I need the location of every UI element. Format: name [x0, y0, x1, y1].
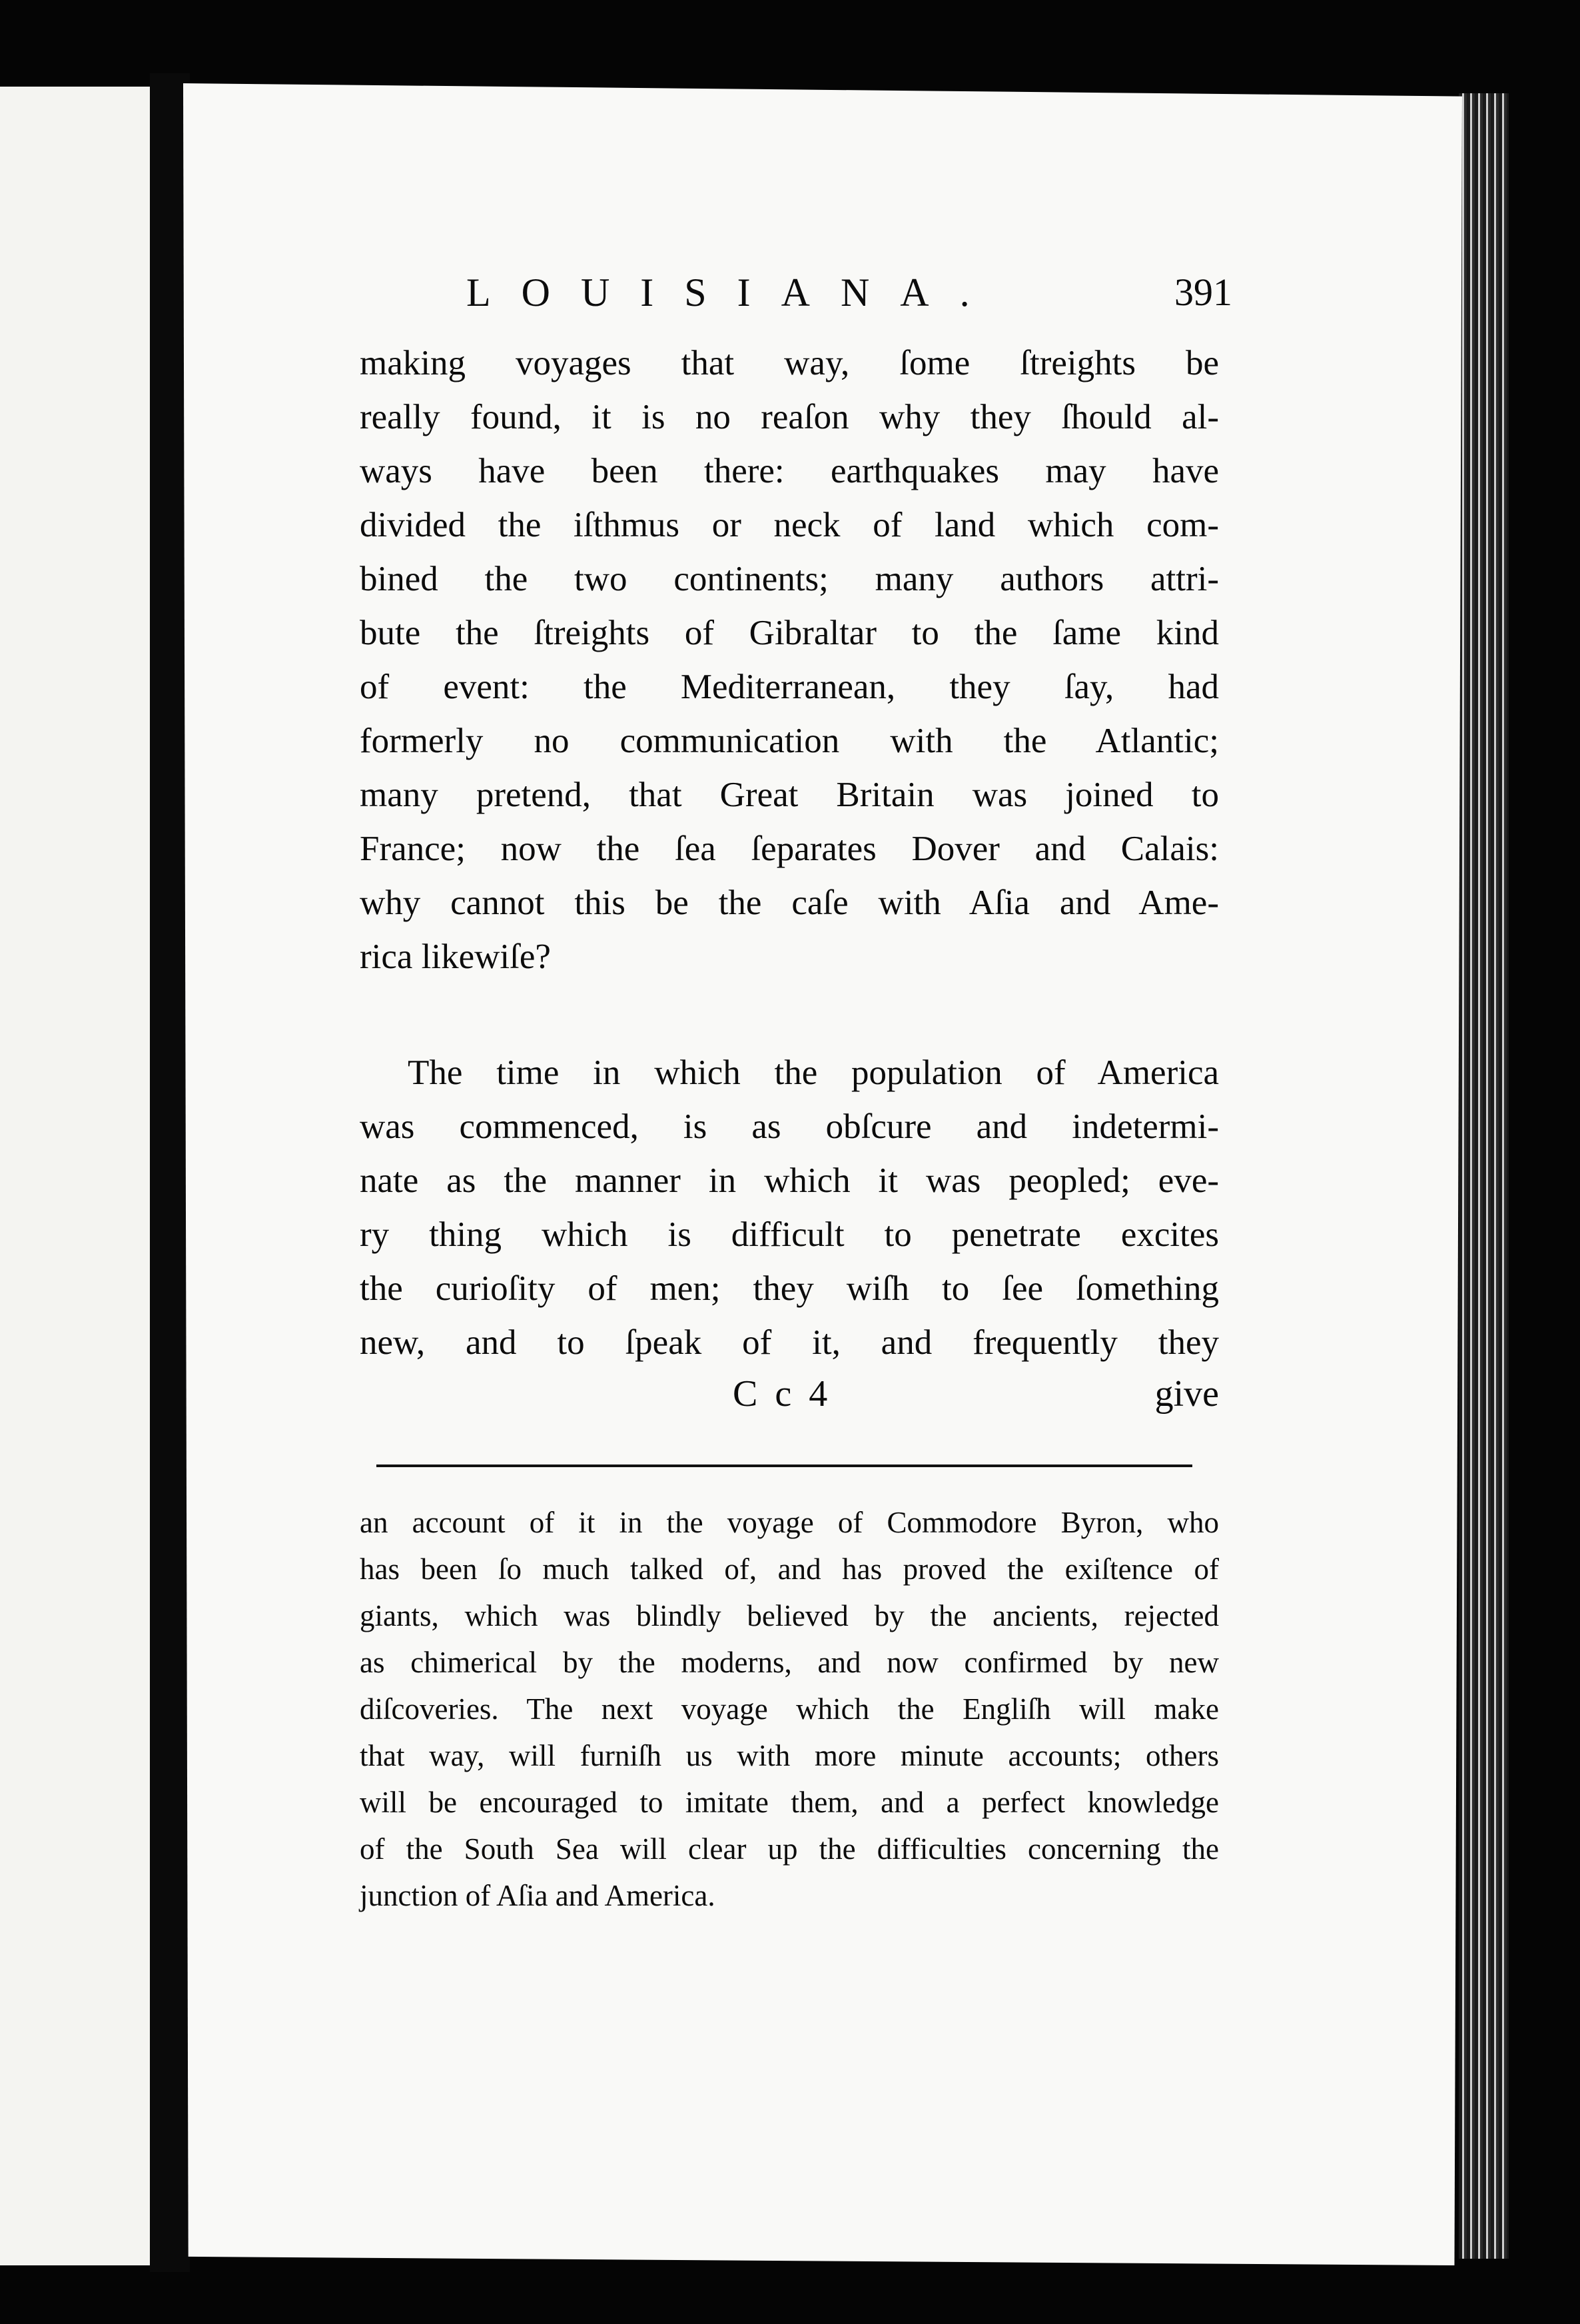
- footnote-line: diſcoveries. The next voyage which the Engliſh will make: [360, 1692, 1219, 1726]
- text-line: new, and to ſpeak of it, and frequently they: [360, 1323, 1219, 1362]
- paragraph-1: [360, 336, 1219, 984]
- page-header: [466, 270, 1232, 330]
- text-line: ry thing which is difficult to penetrate excites: [360, 1215, 1219, 1254]
- footnote-rule: [376, 1464, 1192, 1467]
- text-line: The time in which the population of America: [408, 1053, 1219, 1092]
- signature-mark: C c 4: [733, 1373, 832, 1415]
- text-line: France; now the ſea ſeparates Dover and Calais:: [360, 830, 1219, 868]
- text-line: rica likewiſe?: [360, 937, 551, 976]
- footnote-line: has been ſo much talked of, and has proved the exiſtence of: [360, 1552, 1219, 1586]
- page-footer-line: [360, 1373, 1219, 1433]
- text-line: really found, it is no reaſon why they ſhould al-: [360, 398, 1219, 436]
- text-line: of event: the Mediterranean, they ſay, had: [360, 668, 1219, 706]
- text-line: bute the ſtreights of Gibraltar to the ſame kind: [360, 614, 1219, 652]
- previous-page-edge: [0, 87, 150, 2265]
- footnote-line: giants, which was blindly believed by the ancients, rejected: [360, 1599, 1219, 1632]
- running-title: LOUISIANA.: [466, 271, 1000, 314]
- text-line: divided the iſthmus or neck of land which com-: [360, 506, 1219, 544]
- text-line: making voyages that way, ſome ſtreights be: [360, 344, 1219, 382]
- footnote-line: junction of Aſia and America.: [360, 1879, 715, 1912]
- page-number: 391: [1174, 271, 1232, 314]
- text-line: why cannot this be the caſe with Aſia and Ame-: [360, 883, 1219, 922]
- catchword: give: [1154, 1373, 1219, 1415]
- footnote: [360, 1499, 1219, 1919]
- paragraph-2: [360, 1046, 1219, 1370]
- text-line: many pretend, that Great Britain was joined to: [360, 776, 1219, 814]
- text-line: ways have been there: earthquakes may have: [360, 452, 1219, 490]
- book-gutter: [150, 73, 190, 2272]
- page-stack-edges: [1459, 93, 1509, 2259]
- footnote-line: will be encouraged to imitate them, and a perfect knowledge: [360, 1786, 1219, 1819]
- footnote-line: that way, will furniſh us with more minute accounts; others: [360, 1739, 1219, 1772]
- footnote-line: of the South Sea will clear up the difficulties concerning the: [360, 1832, 1219, 1866]
- text-line: nate as the manner in which it was peopled; eve-: [360, 1161, 1219, 1200]
- text-line: bined the two continents; many authors attri-: [360, 560, 1219, 598]
- text-line: the curioſity of men; they wiſh to ſee ſomething: [360, 1269, 1219, 1308]
- text-line: was commenced, is as obſcure and indetermi-: [360, 1107, 1219, 1146]
- footnote-line: as chimerical by the moderns, and now confirmed by new: [360, 1646, 1219, 1679]
- footnote-line: an account of it in the voyage of Commodore Byron, who: [360, 1506, 1219, 1539]
- text-line: formerly no communication with the Atlantic;: [360, 722, 1219, 760]
